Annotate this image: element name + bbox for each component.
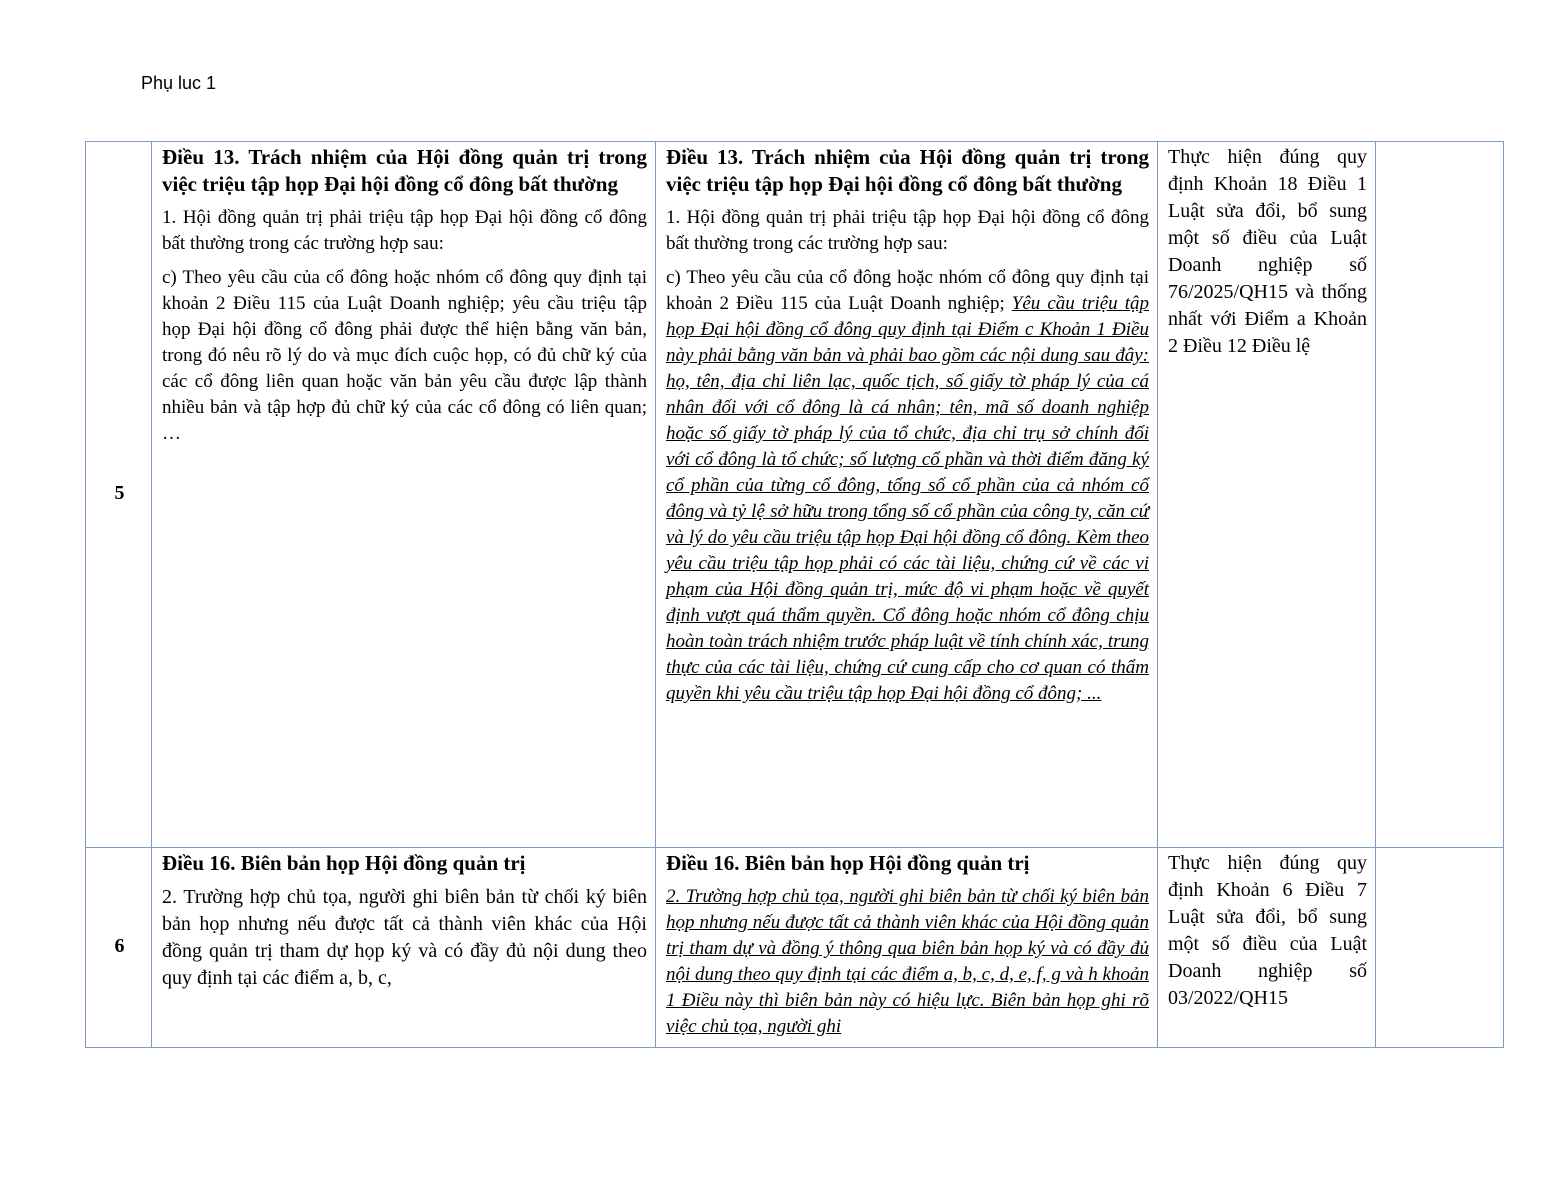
page-label: Phụ luc 1 [141, 73, 217, 93]
clause-text [666, 265, 1149, 707]
amended-text: 2. Trường hợp chủ tọa, người ghi biên bản từ chối ký biên bản họp nhưng nếu được tất cả thành viên khác của Hội đồng quản trị tham dự và đồng ý thông qua biên bản họp ký và có đầy đủ nội dung theo quy định tại các điểm a, b, c, d, e, f, g và h khoản 1 Điều này thì biên bản này có hiệu lực. Biên bản họp ghi rõ việc chủ tọa, người ghi [666, 886, 1149, 1037]
amended-text: Yêu cầu triệu tập họp Đại hội đồng cổ đông quy định tại Điểm c Khoản 1 Điều này phải bằng văn bản và phải bao gồm các nội dung sau đây: họ, tên, địa chỉ liên lạc, quốc tịch, số giấy tờ pháp lý của cá nhân đối với cổ đông là cá nhân; tên, mã số doanh nghiệp hoặc số giấy tờ pháp lý của tổ chức, địa chỉ trụ sở chính đối với cổ đông là tổ chức; số lượng cổ phần và thời điểm đăng ký cổ phần của từng cổ đông, tổng số cổ phần của cả nhóm cổ đông và tỷ lệ sở hữu trong tổng số cổ phần của công ty, căn cứ và lý do yêu cầu triệu tập họp Đại hội đồng cổ đông. Kèm theo yêu cầu triệu tập họp phải có các tài liệu, chứng cứ về các vi phạm của Hội đồng quản trị, mức độ vi phạm hoặc về quyết định vượt quá thẩm quyền. Cổ đông hoặc nhóm cổ đông chịu hoàn toàn trách nhiệm trước pháp luật về tính chính xác, trung thực của các tài liệu, chứng cứ cung cấp cho cơ quan có thẩm quyền khi yêu cầu triệu tập họp Đại hội đồng cổ đông; ... [666, 293, 1149, 704]
article-heading: Điều 13. Trách nhiệm của Hội đồng quản trị trong việc triệu tập họp Đại hội đồng cổ đông bất thường [666, 145, 1149, 196]
clause-text: 1. Hội đồng quản trị phải triệu tập họp Đại hội đồng cổ đông bất thường trong các trường hợp sau: [162, 207, 647, 254]
legal-basis-cell [1158, 848, 1376, 1048]
clause-text: 1. Hội đồng quản trị phải triệu tập họp Đại hội đồng cổ đông bất thường trong các trường hợp sau: [666, 207, 1149, 254]
row-number: 6 [86, 848, 152, 1048]
row-number: 5 [86, 142, 152, 848]
clause-text: 2. Trường hợp chủ tọa, người ghi biên bản từ chối ký biên bản họp nhưng nếu được tất cả thành viên khác của Hội đồng quản trị tham dự họp ký và có đầy đủ nội dung theo quy định tại các điểm a, b, c, [162, 886, 647, 989]
note-cell [1376, 142, 1504, 848]
article-heading: Điều 16. Biên bản họp Hội đồng quản trị [666, 851, 1030, 875]
clause-plain-text: c) Theo yêu cầu của cổ đông hoặc nhóm cổ đông quy định tại khoản 2 Điều 115 của Luật Doanh nghiệp; [666, 267, 1149, 314]
table-row [86, 848, 1504, 1048]
clause-text: c) Theo yêu cầu của cổ đông hoặc nhóm cổ đông quy định tại khoản 2 Điều 115 của Luật Doanh nghiệp; yêu cầu triệu tập họp Đại hội đồng cổ đông phải được thể hiện bằng văn bản, trong đó nêu rõ lý do và mục đích cuộc họp, có đủ chữ ký của các cổ đông liên quan hoặc văn bản yêu cầu được lập thành nhiều bản và tập hợp đủ chữ ký của các cổ đông có liên quan; … [162, 267, 647, 444]
legal-basis-text: Thực hiện đúng quy định Khoản 6 Điều 7 Luật sửa đổi, bổ sung một số điều của Luật Doanh nghiệp số 03/2022/QH15 [1168, 852, 1367, 1009]
old-text-cell [152, 142, 656, 848]
new-text-cell [656, 142, 1158, 848]
note-cell [1376, 848, 1504, 1048]
old-text-cell [152, 848, 656, 1048]
legal-basis-text: Thực hiện đúng quy định Khoản 18 Điều 1 Luật sửa đổi, bổ sung một số điều của Luật Doanh nghiệp số 76/2025/QH15 và thống nhất với Điểm a Khoản 2 Điều 12 Điều lệ [1168, 146, 1367, 357]
article-heading: Điều 16. Biên bản họp Hội đồng quản trị [162, 851, 526, 875]
article-heading: Điều 13. Trách nhiệm của Hội đồng quản trị trong việc triệu tập họp Đại hội đồng cổ đông bất thường [162, 145, 647, 196]
legal-basis-cell [1158, 142, 1376, 848]
table-row [86, 142, 1504, 848]
new-text-cell [656, 848, 1158, 1048]
comparison-table [85, 141, 1504, 1048]
